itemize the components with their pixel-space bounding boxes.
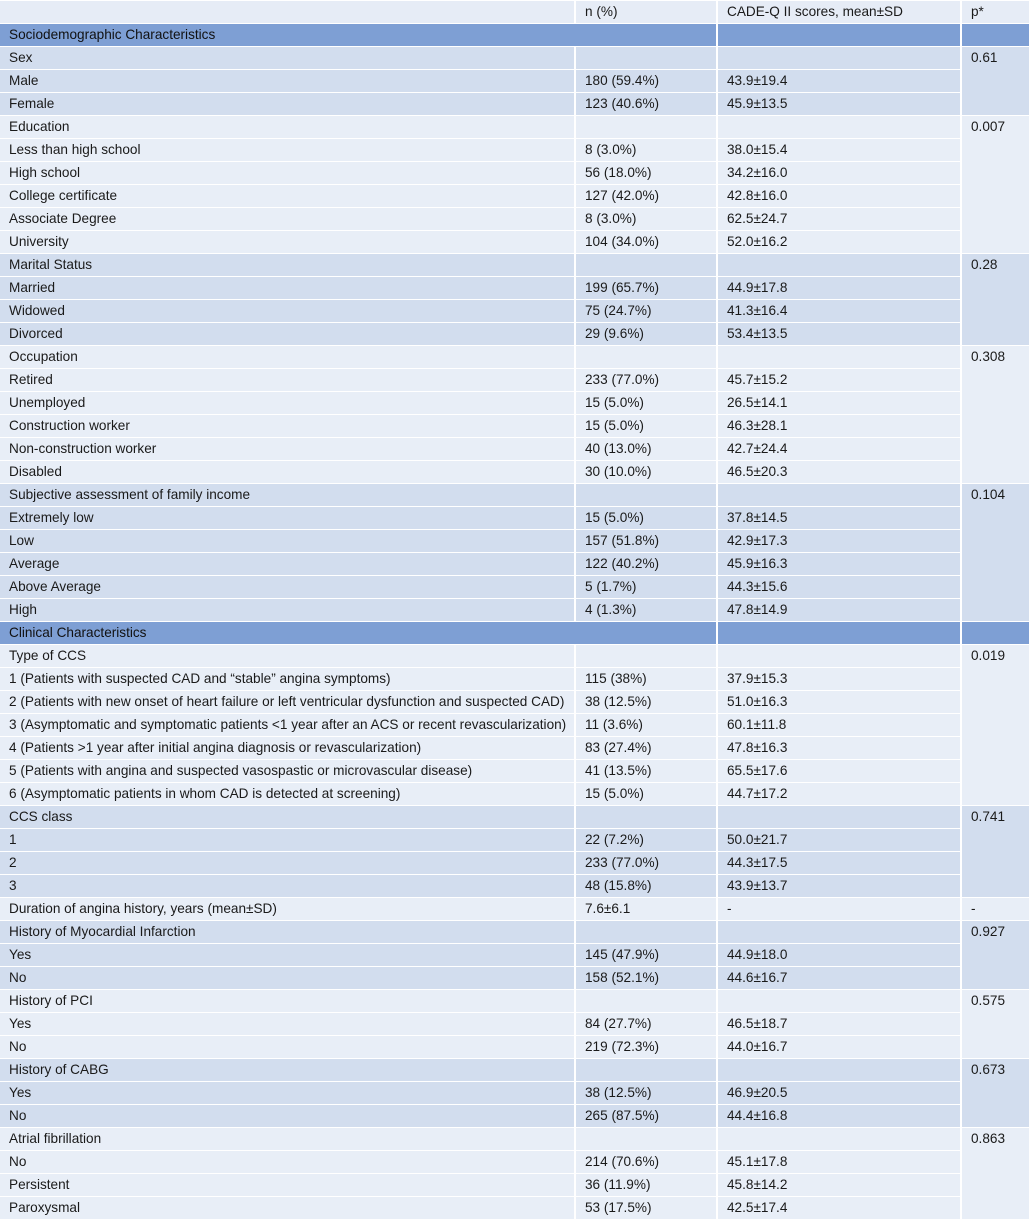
row-score-value: 47.8±16.3 xyxy=(718,737,962,760)
row-n-value: 158 (52.1%) xyxy=(576,967,718,990)
row-score-value: 44.3±17.5 xyxy=(718,852,962,875)
table-row xyxy=(0,553,1031,576)
characteristics-table xyxy=(0,1,1031,1220)
table-row xyxy=(0,1197,1031,1220)
group-p-value: 0.673 xyxy=(962,1059,1031,1128)
row-score-value: 45.8±14.2 xyxy=(718,1174,962,1197)
group-p-value: 0.28 xyxy=(962,254,1031,346)
row-label: High xyxy=(0,599,576,622)
group-label: Marital Status xyxy=(0,254,576,277)
group-empty-cell xyxy=(718,921,962,944)
group-empty-cell xyxy=(576,806,718,829)
row-label: Above Average xyxy=(0,576,576,599)
row-n-value: 84 (27.7%) xyxy=(576,1013,718,1036)
row-n-value: 233 (77.0%) xyxy=(576,369,718,392)
row-score-value: 41.3±16.4 xyxy=(718,300,962,323)
row-n-value: 4 (1.3%) xyxy=(576,599,718,622)
row-score-value: 42.7±24.4 xyxy=(718,438,962,461)
row-label: High school xyxy=(0,162,576,185)
row-label: 4 (Patients >1 year after initial angina diagnosis or revascularization) xyxy=(0,737,576,760)
table-row xyxy=(0,691,1031,714)
table-row xyxy=(0,277,1031,300)
row-score-value: 44.0±16.7 xyxy=(718,1036,962,1059)
row-n-value: 15 (5.0%) xyxy=(576,392,718,415)
row-score-value: 52.0±16.2 xyxy=(718,231,962,254)
row-label: Retired xyxy=(0,369,576,392)
group-label: Duration of angina history, years (mean±SD) xyxy=(0,898,576,921)
row-label: 1 xyxy=(0,829,576,852)
table-row xyxy=(0,852,1031,875)
row-label: Construction worker xyxy=(0,415,576,438)
group-label: Subjective assessment of family income xyxy=(0,484,576,507)
group-label: Atrial fibrillation xyxy=(0,1128,576,1151)
row-label: Female xyxy=(0,93,576,116)
table-row xyxy=(0,93,1031,116)
row-n-value: 180 (59.4%) xyxy=(576,70,718,93)
row-n-value: 8 (3.0%) xyxy=(576,139,718,162)
row-score-value: 45.9±16.3 xyxy=(718,553,962,576)
row-score-value: 44.7±17.2 xyxy=(718,783,962,806)
group-p-value: 0.007 xyxy=(962,116,1031,254)
row-score-value: 34.2±16.0 xyxy=(718,162,962,185)
row-n-value: 265 (87.5%) xyxy=(576,1105,718,1128)
table-row xyxy=(0,162,1031,185)
section-header-row xyxy=(0,24,1031,47)
row-score-value: 42.8±16.0 xyxy=(718,185,962,208)
group-header-row xyxy=(0,47,1031,70)
group-label: Sex xyxy=(0,47,576,70)
section-title: Sociodemographic Characteristics xyxy=(0,24,718,47)
group-score-value: - xyxy=(718,898,962,921)
row-label: Paroxysmal xyxy=(0,1197,576,1220)
table-row xyxy=(0,231,1031,254)
group-header-row xyxy=(0,645,1031,668)
row-label: 6 (Asymptomatic patients in whom CAD is detected at screening) xyxy=(0,783,576,806)
table-row xyxy=(0,438,1031,461)
row-label: No xyxy=(0,967,576,990)
row-n-value: 38 (12.5%) xyxy=(576,1082,718,1105)
row-n-value: 48 (15.8%) xyxy=(576,875,718,898)
group-p-value: 0.61 xyxy=(962,47,1031,116)
group-label: Type of CCS xyxy=(0,645,576,668)
row-label: No xyxy=(0,1105,576,1128)
table-row xyxy=(0,668,1031,691)
row-score-value: 60.1±11.8 xyxy=(718,714,962,737)
table-row xyxy=(0,185,1031,208)
header-n-percent: n (%) xyxy=(576,1,718,24)
row-score-value: 46.9±20.5 xyxy=(718,1082,962,1105)
group-empty-cell xyxy=(576,484,718,507)
row-score-value: 42.5±17.4 xyxy=(718,1197,962,1220)
group-label: History of PCI xyxy=(0,990,576,1013)
group-p-value: 0.575 xyxy=(962,990,1031,1059)
row-score-value: 46.5±20.3 xyxy=(718,461,962,484)
row-n-value: 123 (40.6%) xyxy=(576,93,718,116)
table-row xyxy=(0,1013,1031,1036)
section-title: Clinical Characteristics xyxy=(0,622,718,645)
section-empty-cell xyxy=(718,24,962,47)
table-row xyxy=(0,392,1031,415)
row-label: 2 (Patients with new onset of heart failure or left ventricular dysfunction and suspected CAD) xyxy=(0,691,576,714)
group-empty-cell xyxy=(718,1128,962,1151)
row-score-value: 46.3±28.1 xyxy=(718,415,962,438)
row-label: Yes xyxy=(0,1013,576,1036)
group-header-row xyxy=(0,254,1031,277)
group-header-row xyxy=(0,1059,1031,1082)
group-empty-cell xyxy=(718,645,962,668)
row-score-value: 43.9±13.7 xyxy=(718,875,962,898)
row-n-value: 15 (5.0%) xyxy=(576,507,718,530)
group-empty-cell xyxy=(576,921,718,944)
row-score-value: 44.6±16.7 xyxy=(718,967,962,990)
group-label: History of Myocardial Infarction xyxy=(0,921,576,944)
group-header-row xyxy=(0,990,1031,1013)
table-header-row xyxy=(0,1,1031,24)
row-label: 3 xyxy=(0,875,576,898)
row-label: Non-construction worker xyxy=(0,438,576,461)
group-label: Education xyxy=(0,116,576,139)
table-row xyxy=(0,967,1031,990)
group-label: Occupation xyxy=(0,346,576,369)
group-p-value: 0.104 xyxy=(962,484,1031,622)
row-score-value: 53.4±13.5 xyxy=(718,323,962,346)
table-row xyxy=(0,576,1031,599)
table-row xyxy=(0,139,1031,162)
row-score-value: 62.5±24.7 xyxy=(718,208,962,231)
row-n-value: 219 (72.3%) xyxy=(576,1036,718,1059)
row-n-value: 233 (77.0%) xyxy=(576,852,718,875)
row-score-value: 42.9±17.3 xyxy=(718,530,962,553)
group-p-value: 0.927 xyxy=(962,921,1031,990)
row-score-value: 46.5±18.7 xyxy=(718,1013,962,1036)
row-score-value: 44.9±18.0 xyxy=(718,944,962,967)
row-n-value: 127 (42.0%) xyxy=(576,185,718,208)
row-n-value: 11 (3.6%) xyxy=(576,714,718,737)
row-label: No xyxy=(0,1036,576,1059)
row-n-value: 30 (10.0%) xyxy=(576,461,718,484)
group-p-value: - xyxy=(962,898,1031,921)
row-label: 5 (Patients with angina and suspected vasospastic or microvascular disease) xyxy=(0,760,576,783)
table-row xyxy=(0,1151,1031,1174)
table-row xyxy=(0,70,1031,93)
row-n-value: 15 (5.0%) xyxy=(576,783,718,806)
section-header-row xyxy=(0,622,1031,645)
group-p-value: 0.741 xyxy=(962,806,1031,898)
section-empty-cell xyxy=(962,24,1031,47)
table-row xyxy=(0,737,1031,760)
row-n-value: 53 (17.5%) xyxy=(576,1197,718,1220)
table-row xyxy=(0,507,1031,530)
row-label: 1 (Patients with suspected CAD and “stable” angina symptoms) xyxy=(0,668,576,691)
header-characteristic xyxy=(0,1,576,24)
group-header-row xyxy=(0,346,1031,369)
row-n-value: 145 (47.9%) xyxy=(576,944,718,967)
row-label: Extremely low xyxy=(0,507,576,530)
group-empty-cell xyxy=(718,254,962,277)
table-row xyxy=(0,783,1031,806)
table-row xyxy=(0,760,1031,783)
row-label: Divorced xyxy=(0,323,576,346)
group-empty-cell xyxy=(576,645,718,668)
row-label: Unemployed xyxy=(0,392,576,415)
table-row xyxy=(0,714,1031,737)
row-score-value: 44.3±15.6 xyxy=(718,576,962,599)
row-n-value: 56 (18.0%) xyxy=(576,162,718,185)
table-row xyxy=(0,1082,1031,1105)
row-label: Persistent xyxy=(0,1174,576,1197)
group-empty-cell xyxy=(576,47,718,70)
row-n-value: 29 (9.6%) xyxy=(576,323,718,346)
table-row xyxy=(0,944,1031,967)
group-empty-cell xyxy=(576,346,718,369)
row-n-value: 104 (34.0%) xyxy=(576,231,718,254)
section-empty-cell xyxy=(962,622,1031,645)
row-n-value: 36 (11.9%) xyxy=(576,1174,718,1197)
row-n-value: 122 (40.2%) xyxy=(576,553,718,576)
row-score-value: 47.8±14.9 xyxy=(718,599,962,622)
table-row xyxy=(0,208,1031,231)
row-n-value: 75 (24.7%) xyxy=(576,300,718,323)
group-label: CCS class xyxy=(0,806,576,829)
table-row xyxy=(0,1105,1031,1128)
group-empty-cell xyxy=(576,254,718,277)
row-n-value: 8 (3.0%) xyxy=(576,208,718,231)
row-score-value: 51.0±16.3 xyxy=(718,691,962,714)
row-n-value: 199 (65.7%) xyxy=(576,277,718,300)
row-score-value: 45.7±15.2 xyxy=(718,369,962,392)
row-label: Yes xyxy=(0,944,576,967)
group-n-value: 7.6±6.1 xyxy=(576,898,718,921)
row-n-value: 41 (13.5%) xyxy=(576,760,718,783)
group-empty-cell xyxy=(718,116,962,139)
row-score-value: 45.9±13.5 xyxy=(718,93,962,116)
header-cadeq-score: CADE-Q II scores, mean±SD xyxy=(718,1,962,24)
table-row xyxy=(0,599,1031,622)
group-empty-cell xyxy=(576,116,718,139)
table-row xyxy=(0,300,1031,323)
row-label: Disabled xyxy=(0,461,576,484)
row-n-value: 38 (12.5%) xyxy=(576,691,718,714)
group-p-value: 0.308 xyxy=(962,346,1031,484)
row-n-value: 22 (7.2%) xyxy=(576,829,718,852)
row-label: Male xyxy=(0,70,576,93)
row-score-value: 37.9±15.3 xyxy=(718,668,962,691)
row-label: Married xyxy=(0,277,576,300)
group-empty-cell xyxy=(718,1059,962,1082)
row-label: College certificate xyxy=(0,185,576,208)
row-label: Average xyxy=(0,553,576,576)
row-score-value: 26.5±14.1 xyxy=(718,392,962,415)
row-score-value: 38.0±15.4 xyxy=(718,139,962,162)
table-row xyxy=(0,530,1031,553)
group-empty-cell xyxy=(576,1128,718,1151)
row-n-value: 157 (51.8%) xyxy=(576,530,718,553)
table-row xyxy=(0,875,1031,898)
table-row xyxy=(0,1036,1031,1059)
row-label: No xyxy=(0,1151,576,1174)
row-label: University xyxy=(0,231,576,254)
row-label: Widowed xyxy=(0,300,576,323)
row-n-value: 83 (27.4%) xyxy=(576,737,718,760)
row-score-value: 37.8±14.5 xyxy=(718,507,962,530)
row-score-value: 65.5±17.6 xyxy=(718,760,962,783)
row-label: Yes xyxy=(0,1082,576,1105)
group-p-value: 0.019 xyxy=(962,645,1031,806)
row-n-value: 40 (13.0%) xyxy=(576,438,718,461)
group-header-row xyxy=(0,116,1031,139)
row-score-value: 43.9±19.4 xyxy=(718,70,962,93)
row-n-value: 5 (1.7%) xyxy=(576,576,718,599)
table-row xyxy=(0,369,1031,392)
row-label: 2 xyxy=(0,852,576,875)
group-empty-cell xyxy=(718,346,962,369)
group-header-row xyxy=(0,898,1031,921)
row-n-value: 115 (38%) xyxy=(576,668,718,691)
row-label: 3 (Asymptomatic and symptomatic patients <1 year after an ACS or recent revascularization) xyxy=(0,714,576,737)
row-n-value: 214 (70.6%) xyxy=(576,1151,718,1174)
table-row xyxy=(0,323,1031,346)
row-label: Associate Degree xyxy=(0,208,576,231)
row-label: Low xyxy=(0,530,576,553)
group-empty-cell xyxy=(718,806,962,829)
group-p-value: 0.863 xyxy=(962,1128,1031,1220)
group-header-row xyxy=(0,1128,1031,1151)
group-empty-cell xyxy=(718,47,962,70)
group-header-row xyxy=(0,806,1031,829)
group-empty-cell xyxy=(576,1059,718,1082)
row-score-value: 45.1±17.8 xyxy=(718,1151,962,1174)
row-score-value: 44.9±17.8 xyxy=(718,277,962,300)
group-empty-cell xyxy=(718,484,962,507)
table-row xyxy=(0,1174,1031,1197)
row-label: Less than high school xyxy=(0,139,576,162)
table-row xyxy=(0,461,1031,484)
table-row xyxy=(0,829,1031,852)
group-label: History of CABG xyxy=(0,1059,576,1082)
group-empty-cell xyxy=(576,990,718,1013)
group-empty-cell xyxy=(718,990,962,1013)
header-p-value: p* xyxy=(962,1,1031,24)
row-score-value: 50.0±21.7 xyxy=(718,829,962,852)
section-empty-cell xyxy=(718,622,962,645)
table-row xyxy=(0,415,1031,438)
group-header-row xyxy=(0,921,1031,944)
group-header-row xyxy=(0,484,1031,507)
row-n-value: 15 (5.0%) xyxy=(576,415,718,438)
row-score-value: 44.4±16.8 xyxy=(718,1105,962,1128)
